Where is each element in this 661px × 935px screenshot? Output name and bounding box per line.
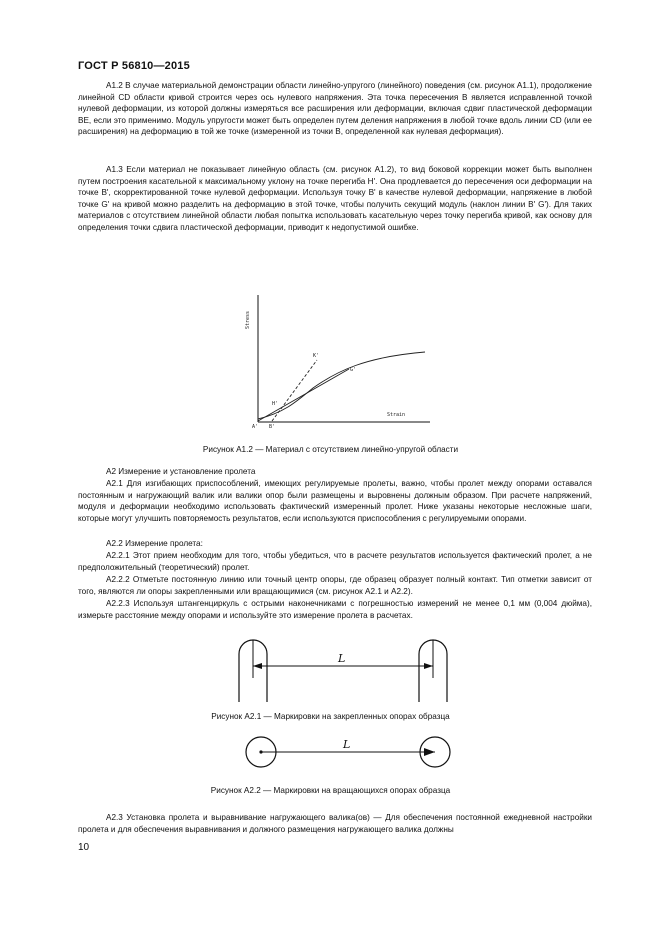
figure-a2-1-diagram <box>235 632 465 707</box>
figure-a2-1-caption: Рисунок А2.1 — Маркировки на закрепленных опорах образца <box>211 712 450 721</box>
point-k-label: K' <box>313 353 320 359</box>
span-label: L <box>338 652 346 665</box>
figure-a2-2-caption: Рисунок А2.2 — Маркировки на вращающихся опорах образца <box>210 786 451 795</box>
paragraph-a1-2-text: А1.2 В случае материальной демонстрации области линейно-упругого (линейного) поведения (см. рисунок А1.1), продолжение линейной CD области кривой строится через ось нулевого напряжения. Эта точка пересечения В является исправленной точкой нулевой деформации, из которой должны измеряться все расширения или деформации, включая сдвиг пластической деформации ВЕ, если это применимо. Модуль упругости может быть определен путем деления напряжения в любой точке вдоль линии CD (или ее расширения) на деформацию в той же точке (измеренной из точки В, определенной как нулевая деформация). <box>78 81 592 137</box>
span-label-rotating: L <box>343 738 351 751</box>
stress-strain-curve <box>258 352 425 419</box>
paragraph-a2-2-1-text: А2.2.1 Этот прием необходим для того, чтобы убедиться, что в расчете результатов используется фактический пролет, а не предположительный (теоретический) пролет. <box>78 551 592 572</box>
stress-axis-label: Stress <box>245 310 251 329</box>
paragraph-a2-3 <box>78 812 592 835</box>
section-a2-title: А2 Измерение и установление пролета <box>106 467 256 476</box>
paragraph-a2-2-1 <box>78 550 592 573</box>
strain-axis-label: Strain <box>387 412 406 418</box>
section-a2-2-title: А2.2 Измерение пролета: <box>106 539 203 548</box>
span-arrowhead-left <box>253 663 262 669</box>
paragraph-a1-3 <box>78 164 592 234</box>
paragraph-a2-2-3 <box>78 598 592 621</box>
paragraph-a1-3-text: А1.3 Если материал не показывает линейную область (см. рисунок А1.2), то вид боковой коррекции может быть выполнен путем построения касательной к максимальному уклону на точке перегиба Н'. Она продлевается до пересечения оси деформации на точке В', скорректированной точке нулевой деформации. Используя точку В' в качестве нулевой деформации, напряжение в любой точке G' на кривой можно разделить на деформацию в этой точке, чтобы получить секущий модуль (наклон линии В' G'). Для таких материалов с отсутствием линейной области любая попытка использовать касательную через точку перегиба кривой, как основу для определения точки сдвига пластической деформации, приводит к недопустимой ошибке. <box>78 165 592 232</box>
point-b-label: B' <box>269 424 276 430</box>
page-number: 10 <box>78 842 90 853</box>
figure-a2-2-diagram <box>235 732 465 777</box>
paragraph-a2-3-text: А2.3 Установка пролета и выравнивание нагружающего валика(ов) — Для обеспечения постоянной ежедневной настройки пролета и для обеспечения выравнивания и должного размещения нагружающего валика должны <box>78 813 592 834</box>
secant-line-b-g <box>258 369 349 421</box>
figure-a1-2-caption: Рисунок А1.2 — Материал с отсутствием линейно-упругой области <box>202 445 459 454</box>
span-arrowhead-right <box>424 663 433 669</box>
span-arrowhead-right-rotating <box>424 748 435 756</box>
paragraph-a2-1-text: А2.1 Для изгибающих приспособлений, имеющих регулируемые пролеты, важно, чтобы пролет между опорами оставался постоянным и нагружающий валик или валики опор были размещены и выровнены должным образом. При расчете напряжений, модуля и деформации необходимо использовать фактический измеренный пролет. Ниже указаны некоторые несложные шаги, которые могут улучшить повторяемость результатов, если используются приспособления с регулируемыми опорами. <box>78 479 592 523</box>
paragraph-a1-2 <box>78 80 592 138</box>
point-g-label: G' <box>350 367 357 373</box>
figure-a1-2-diagram <box>235 285 435 435</box>
point-h-label: H' <box>272 401 279 407</box>
paragraph-a2-1 <box>78 478 592 524</box>
paragraph-a2-2-2-text: А2.2.2 Отметьте постоянную линию или точный центр опоры, где образец образует полный контакт. Тип отметки зависит от того, являются ли опоры закрепленными или вращающимися (см. рисунок А2.1 и А2.2). <box>78 575 592 596</box>
point-a-label: A' <box>252 424 259 430</box>
paragraph-a2-2-3-text: А2.2.3 Используя штангенциркуль с острыми наконечниками с погрешностью измерений не менее 0,1 мм (0,004 дюйма), измерьте расстояние между опорами и используйте это измерение пролета в расчетах. <box>78 599 592 620</box>
document-header: ГОСТ Р 56810—2015 <box>78 60 190 72</box>
paragraph-a2-2-2 <box>78 574 592 597</box>
